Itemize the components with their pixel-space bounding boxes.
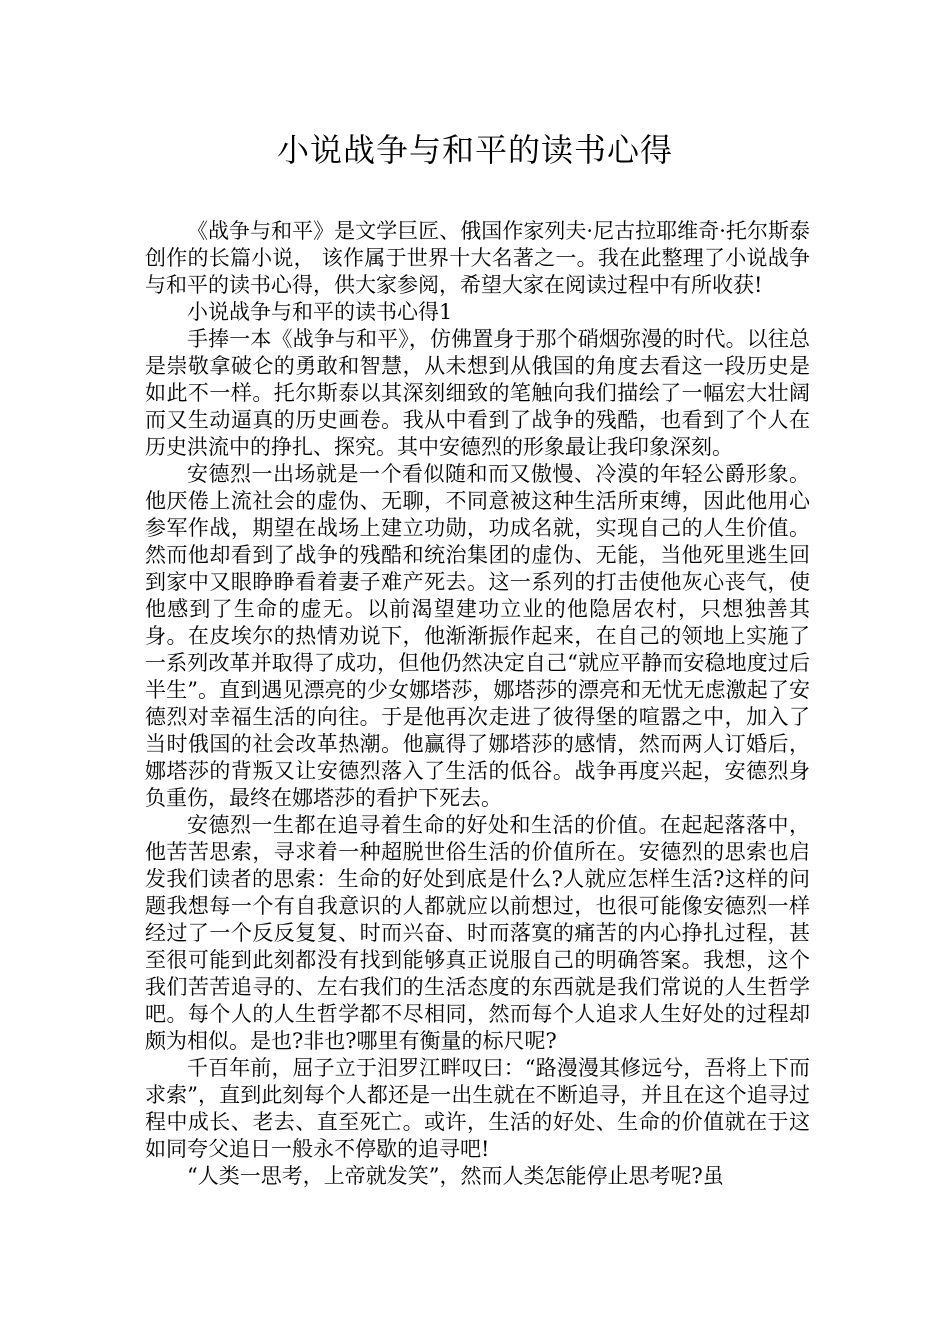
section-heading: 小说战争与和平的读书心得1 xyxy=(187,300,453,324)
body-paragraph: 安德烈一生都在追寻着生命的好处和生活的价值。在起起落落中，他苦苦思索，寻求着一种超脱世俗生活的价值所在。安德烈的思索也启发我们读者的思索：生命的好处到底是什么?人就应怎样生活?这样的问题我想每一个有自我意识的人都就应以前想过，也很可能像安德烈一样经过了一个反反复复、时而兴奋、时而落寞的痛苦的内心挣扎过程，甚至很可能到此刻都没有找到能够真正说服自己的明确答案。我想，这个我们苦苦追寻的、左右我们的生活态度的东西就是我们常说的人生哲学吧。每个人的人生哲学都不尽相同，然而每个人追求人生好处的过程却颇为相似。是也?非也?哪里有衡量的标尺呢? xyxy=(145,813,810,1053)
document-body xyxy=(145,218,810,1190)
intro-paragraph: 《战争与和平》是文学巨匠、俄国作家列夫·尼古拉耶维奇·托尔斯泰创作的长篇小说， 该作属于世界十大名著之一。我在此整理了小说战争与和平的读书心得，供大家参阅，希望大家在阅读过程中有所收获! xyxy=(145,219,810,297)
body-paragraph: 手捧一本《战争与和平》，仿佛置身于那个硝烟弥漫的时代。以往总是崇敬拿破仑的勇敢和智慧，从未想到从俄国的角度去看这一段历史是如此不一样。托尔斯泰以其深刻细致的笔触向我们描绘了一幅宏大壮阔而又生动逼真的历史画卷。我从中看到了战争的残酷，也看到了个人在历史洪流中的挣扎、探究。其中安德烈的形象最让我印象深刻。 xyxy=(145,327,810,459)
document-title: 小说战争与和平的读书心得 xyxy=(276,131,673,169)
body-paragraph: 千百年前，屈子立于汨罗江畔叹曰：“路漫漫其修远兮，吾将上下而求索”，直到此刻每个人都还是一出生就在不断追寻，并且在这个追寻过程中成长、老去、直至死亡。或许，生活的好处、生命的价值就在于这如同夸父追日一般永不停歇的追寻吧! xyxy=(145,1056,810,1161)
body-paragraph: 安德烈一出场就是一个看似随和而又傲慢、冷漠的年轻公爵形象。他厌倦上流社会的虚伪、无聊，不同意被这种生活所束缚，因此他用心参军作战，期望在战场上建立功勋，功成名就，实现自己的人生价值。然而他却看到了战争的残酷和统治集团的虚伪、无能，当他死里逃生回到家中又眼睁睁看着妻子难产死去。这一系列的打击使他灰心丧气，使他感到了生命的虚无。以前渴望建功立业的他隐居农村，只想独善其身。在皮埃尔的热情劝说下，他渐渐振作起来，在自己的领地上实施了一系列改革并取得了成功，但他仍然决定自己“就应平静而安稳地度过后半生”。直到遇见漂亮的少女娜塔莎，娜塔莎的漂亮和无忧无虑激起了安德烈对幸福生活的向往。于是他再次走进了彼得堡的喧嚣之中，加入了当时俄国的社会改革热潮。他赢得了娜塔莎的感情，然而两人订婚后，娜塔莎的背叛又让安德烈落入了生活的低谷。战争再度兴起，安德烈身负重伤，最终在娜塔莎的看护下死去。 xyxy=(145,462,810,810)
body-paragraph: “人类一思考，上帝就发笑”，然而人类怎能停止思考呢?虽 xyxy=(187,1164,724,1188)
